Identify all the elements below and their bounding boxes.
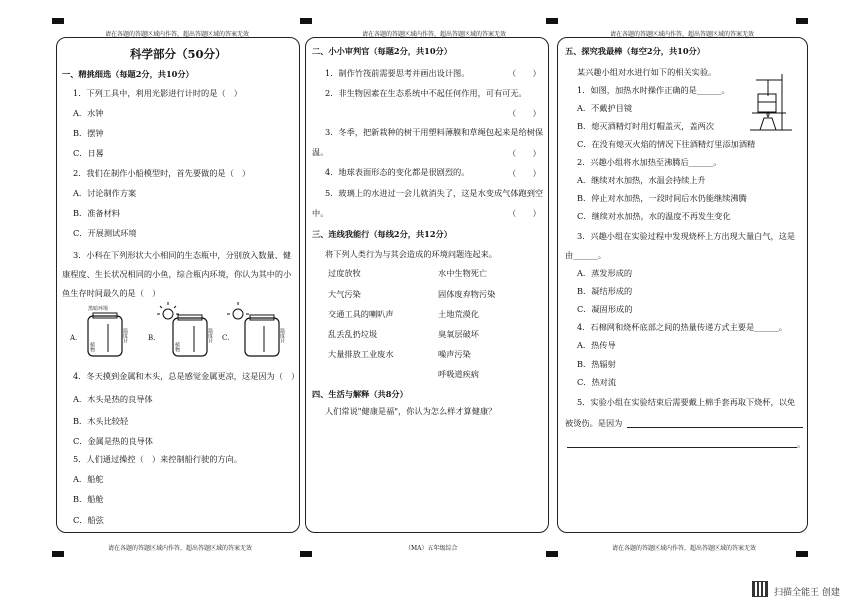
question-text: 1．如图，加热水时操作正确的是______。 <box>577 85 730 95</box>
option-text: C．船弦 <box>73 515 104 525</box>
svg-text:温度计: 温度计 <box>207 328 213 343</box>
option-text: A．继续对水加热，水温会持续上升 <box>577 175 706 185</box>
question-text: 5．实验小组在实验结束后需要戴上棉手套再取下烧杯，以免 <box>577 397 796 407</box>
question-text: 3．小科在下列形状大小相同的生态瓶中，分别放入数量、健 <box>73 250 292 260</box>
option-text: C．金属是热的良导体 <box>73 436 153 446</box>
match-right-item[interactable]: 水中生物死亡 <box>438 268 488 278</box>
question-text: 4．冬天摸到金属和木头，总是感觉金属更凉，这是因为（ ） <box>73 371 300 381</box>
match-left-item[interactable]: 大量排放工业废水 <box>328 349 394 359</box>
footer-note: 请在各题的答题区域内作答，超出答题区域的答案无效 <box>612 545 757 552</box>
answer-line[interactable] <box>627 427 803 428</box>
option-text: B．船舱 <box>73 494 104 504</box>
option-text: A．热传导 <box>577 340 616 350</box>
option-text: C．热对流 <box>577 377 617 387</box>
question-text: 3．兴趣小组在实验过程中发现烧杯上方出现大量白气，这是 <box>577 231 796 241</box>
option-text: C．继续对水加热，水的温度不再发生变化 <box>577 211 731 221</box>
question-text: 2．我们在制作小船模型时，首先要做的是（ ） <box>73 168 251 178</box>
match-right-item[interactable]: 噪声污染 <box>438 349 471 359</box>
match-right-item[interactable]: 固体废弃物污染 <box>438 289 496 299</box>
footer-code: （MA）五年级综合 <box>405 545 458 552</box>
svg-text:植物: 植物 <box>174 342 180 352</box>
watermark-text: 扫描全能王 创建 <box>774 588 840 598</box>
judgment-text: 2．非生物因素在生态系统中不起任何作用，可有可无。 <box>325 88 527 98</box>
header-note: 请在各题的答题区域内作答，超出答题区域的答案无效 <box>610 31 755 38</box>
period-mark: 。 <box>797 439 806 449</box>
dark-label: 黑暗环境 <box>88 306 109 312</box>
option-text: B．热辐射 <box>577 359 616 369</box>
match-left-item[interactable]: 乱丢乱扔垃圾 <box>328 329 378 339</box>
section-heading: 二、小小审判官（每题2分，共10分） <box>312 46 452 56</box>
sun-icon <box>163 309 173 319</box>
option-text: B．熄灭酒精灯时用灯帽盖灭，盖两次 <box>577 121 715 131</box>
svg-text:温度计: 温度计 <box>122 328 128 343</box>
match-right-item[interactable]: 臭氧层破坏 <box>438 329 479 339</box>
section-heading: 四、生活与解释（共8分） <box>312 389 408 399</box>
option-text: B．停止对水加热，一段时间后水仍能继续沸腾 <box>577 193 747 203</box>
option-text: B．木头比较轻 <box>73 416 129 426</box>
judgment-text: 5．玻璃上的水进过一会儿就消失了，这是水变成气体跑到空 <box>325 188 544 198</box>
footer-note: 请在各题的答题区域内作答，超出答题区域的答案无效 <box>108 545 253 552</box>
option-b-label: B. <box>148 334 156 342</box>
match-right-item[interactable]: 呼吸道疾病 <box>438 369 479 379</box>
option-text: A．船舵 <box>73 474 104 484</box>
answer-line[interactable] <box>567 447 797 448</box>
match-left-item[interactable]: 大气污染 <box>328 289 361 299</box>
question-text: 由______。 <box>565 250 606 260</box>
question-text: 1．下列工具中，利用光影进行计时的是（ ） <box>73 88 242 98</box>
match-right-item[interactable]: 土地荒漠化 <box>438 309 479 319</box>
option-text: B．摆钟 <box>73 128 104 138</box>
option-c-label: C. <box>222 334 230 342</box>
option-text: C．在没有熄灭火焰的情况下往酒精灯里添加酒精 <box>577 139 756 149</box>
intro-text: 某兴趣小组对水进行如下的相关实验。 <box>577 67 717 77</box>
question-text: 2．兴趣小组将水加热至沸腾后______。 <box>577 157 722 167</box>
option-a-label: A. <box>70 334 78 342</box>
alignment-mark <box>52 551 64 557</box>
judgment-text: 温。 <box>312 147 329 157</box>
question-text: 4．石棉网和烧杯底部之间的热量传递方式主要是______。 <box>577 322 787 332</box>
option-text: A．讨论制作方案 <box>73 188 137 198</box>
section-title: 科学部分（50分） <box>130 47 227 61</box>
judgment-text: 3．冬季，把新栽种的树干用塑料薄膜和草绳包起来是给树保 <box>325 127 544 137</box>
alignment-mark <box>546 551 558 557</box>
option-text: C．日晷 <box>73 148 104 158</box>
question-text: 被烫伤。是因为 <box>565 418 623 428</box>
option-text: A．蒸发形成的 <box>577 268 633 278</box>
answer-paren[interactable]: （ ） <box>508 68 541 78</box>
judgment-text: 1．制作竹筏前需要思考并画出设计图。 <box>325 68 470 78</box>
eco-bottle-figure <box>70 302 290 358</box>
match-left-item[interactable]: 交通工具的喇叭声 <box>328 309 394 319</box>
answer-paren[interactable]: （ ） <box>508 168 541 178</box>
header-note: 请在各题的答题区域内作答，超出答题区域的答案无效 <box>105 31 250 38</box>
qr-code-icon <box>752 581 768 597</box>
svg-text:温度计: 温度计 <box>279 328 285 343</box>
option-text: A．木头是热的良导体 <box>73 394 153 404</box>
answer-paren[interactable]: （ ） <box>508 108 541 118</box>
match-left-item[interactable]: 过度放牧 <box>328 268 361 278</box>
alignment-mark <box>300 551 312 557</box>
option-text: B．凝结形成的 <box>577 286 633 296</box>
bottle-c <box>245 318 279 356</box>
svg-text:植物: 植物 <box>89 342 95 352</box>
alignment-mark <box>796 551 808 557</box>
judgment-text: 中。 <box>312 208 329 218</box>
section-heading: 五、探究我最棒（每空2分，共10分） <box>565 46 705 56</box>
question-text: 人们常说"健康是福"，你认为怎么样才算健康？ <box>325 406 497 416</box>
answer-paren[interactable]: （ ） <box>508 148 541 158</box>
sun-icon <box>233 309 243 319</box>
instruction-text: 将下列人类行为与其会造成的环境问题连起来。 <box>325 249 497 259</box>
option-text: C．开展测试环境 <box>73 228 137 238</box>
alignment-mark <box>796 18 808 24</box>
option-text: A．不戴护目镜 <box>577 103 633 113</box>
option-text: B．准备材料 <box>73 208 120 218</box>
alignment-mark <box>300 18 312 24</box>
question-text: 鱼生存时间最久的是（ ） <box>62 288 161 298</box>
alignment-mark <box>546 18 558 24</box>
heating-apparatus-figure <box>746 72 796 134</box>
section-heading: 三、连线我能行（每线2分，共12分） <box>312 229 452 239</box>
alignment-mark <box>52 18 64 24</box>
section-heading: 一、精挑细选（每题2分，共10分） <box>62 69 194 79</box>
judgment-text: 4．地球表面形态的变化都是很剧烈的。 <box>325 167 470 177</box>
option-text: C．凝固形成的 <box>577 304 633 314</box>
option-text: A．水钟 <box>73 108 104 118</box>
answer-paren[interactable]: （ ） <box>508 208 541 218</box>
question-text: 5．人们通过操控（ ）来控制船行驶的方向。 <box>73 454 242 464</box>
header-note: 请在各题的答题区域内作答，超出答题区域的答案无效 <box>362 31 507 38</box>
question-text: 康程度、生长状况相同的小鱼，综合瓶内环境，你认为其中的小 <box>62 269 292 279</box>
